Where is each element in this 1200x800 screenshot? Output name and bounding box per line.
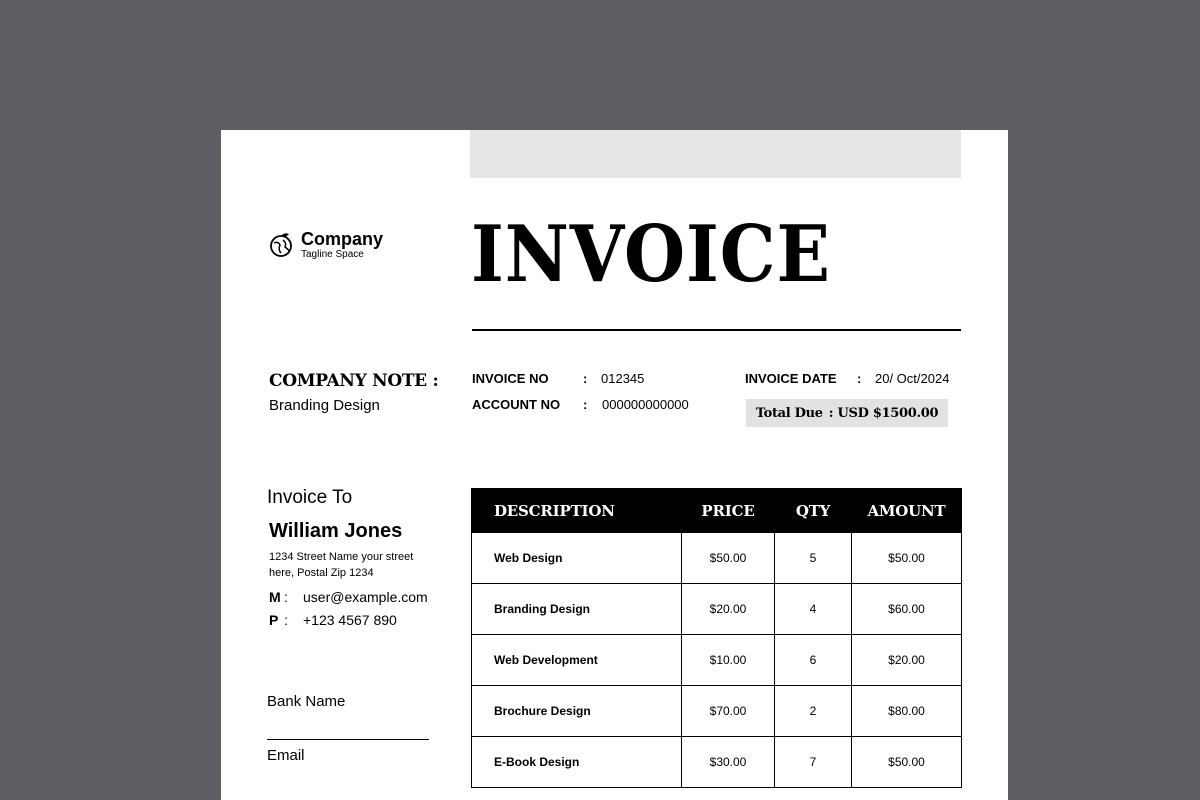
bank-name-label: Bank Name [267,693,346,710]
row-amount: $80.00 [852,686,962,737]
company-tagline: Tagline Space [301,249,364,260]
row-qty: 4 [775,584,852,635]
row-description: Brochure Design [472,686,682,737]
title-divider [472,329,961,331]
total-due-label: Total Due [755,405,823,421]
row-qty: 6 [775,635,852,686]
row-qty: 5 [775,533,852,584]
items-table [471,488,962,788]
phone-colon: : [284,612,288,628]
invoice-date-colon: : [857,371,862,386]
header-description: DESCRIPTION [472,489,682,533]
document-title: INVOICE [471,209,831,300]
row-description: Web Development [472,635,682,686]
row-price: $30.00 [682,737,775,788]
row-qty: 2 [775,686,852,737]
contact-mobile [269,589,428,605]
bank-name-line [267,739,429,740]
invoice-no-label: INVOICE NO [472,371,549,386]
table-row [472,533,962,584]
company-note-label: COMPANY NOTE : [269,371,439,391]
invoice-no-value: 012345 [601,371,645,386]
invoice-date-value: 20/ Oct/2024 [875,371,950,386]
total-due-value: : USD $1500.00 [828,405,939,421]
email-label: Email [267,747,305,764]
table-row [472,737,962,788]
row-amount: $60.00 [852,584,962,635]
phone-key: P [269,612,279,628]
header-price: PRICE [682,489,775,533]
client-address: 1234 Street Name your street here, Postal Zip 1234 [269,551,414,579]
table-header-row [472,489,962,533]
row-amount: $50.00 [852,737,962,788]
table-row [472,686,962,737]
row-description: Web Design [472,533,682,584]
client-name: William Jones [269,520,403,542]
header-qty: QTY [775,489,852,533]
row-price: $20.00 [682,584,775,635]
account-no-label: ACCOUNT NO [472,397,561,412]
header-band [470,130,961,178]
row-description: E-Book Design [472,737,682,788]
account-no-value: 000000000000 [602,397,689,412]
globe-leaf-icon [268,232,294,258]
mobile-value: user@example.com [303,589,428,605]
mobile-key: M [269,589,281,605]
total-due-badge [746,399,948,427]
phone-value: +123 4567 890 [303,612,397,628]
company-note-value: Branding Design [269,397,380,414]
invoice-date-label: INVOICE DATE [745,371,837,386]
row-amount: $20.00 [852,635,962,686]
table-row [472,635,962,686]
company-logo [268,230,383,260]
invoice-page [221,130,1008,800]
header-amount: AMOUNT [852,489,962,533]
mobile-colon: : [284,589,288,605]
row-qty: 7 [775,737,852,788]
row-description: Branding Design [472,584,682,635]
table-row [472,584,962,635]
row-price: $70.00 [682,686,775,737]
row-amount: $50.00 [852,533,962,584]
row-price: $10.00 [682,635,775,686]
company-name: Company [301,229,384,249]
account-no-colon: : [583,397,588,412]
contact-phone [269,612,397,628]
invoice-to-label: Invoice To [267,487,353,508]
row-price: $50.00 [682,533,775,584]
invoice-no-colon: : [583,371,588,386]
